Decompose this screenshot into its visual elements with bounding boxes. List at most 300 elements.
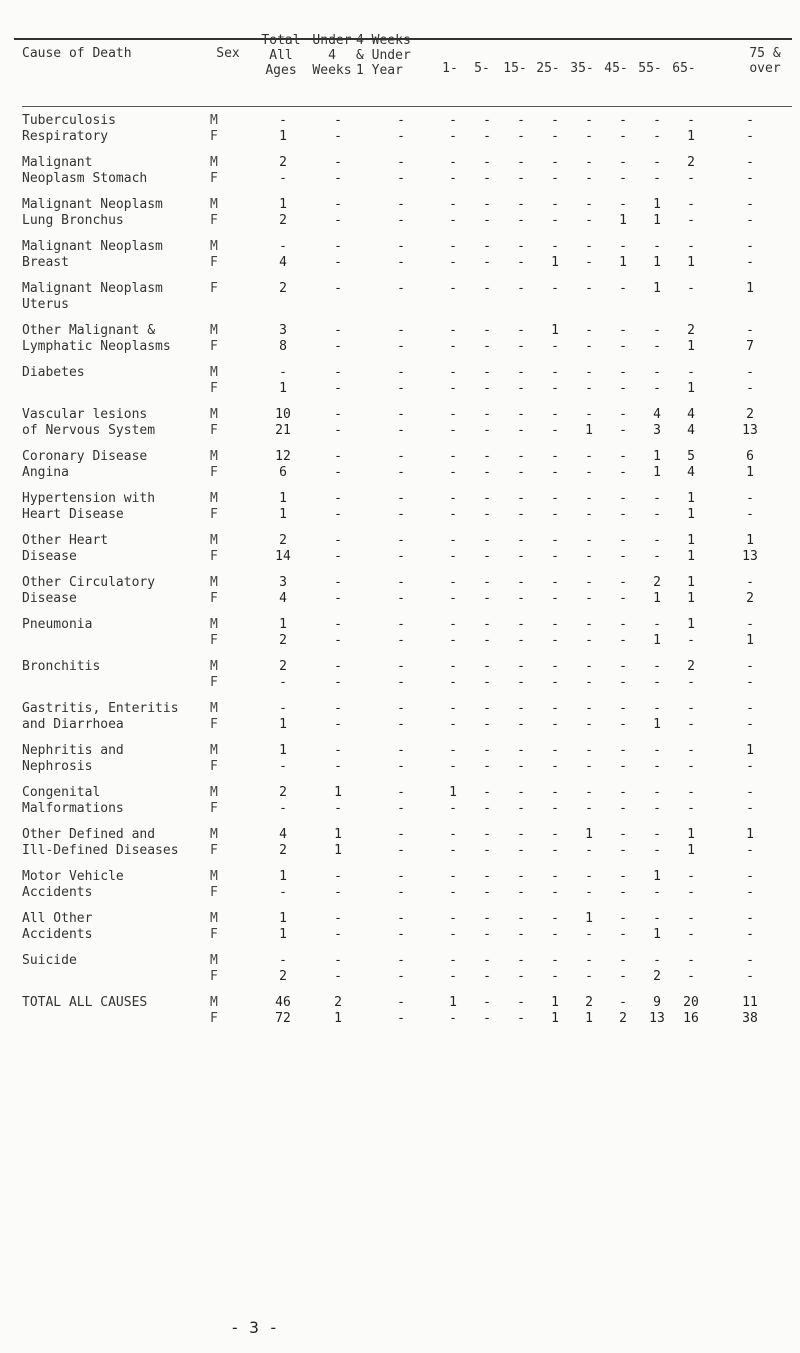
row-gap	[22, 187, 792, 197]
count-cell: -	[334, 659, 342, 674]
count-cell: 2	[279, 785, 287, 800]
cause-label	[22, 381, 210, 397]
count-cell: -	[483, 633, 491, 648]
cause-label: Gastritis, Enteritis	[22, 701, 179, 716]
count-cell: 8	[279, 339, 287, 354]
sex-cell: M	[210, 911, 218, 926]
count-cell: -	[397, 449, 405, 464]
count-cell: -	[619, 659, 627, 674]
sex-cell	[210, 297, 256, 313]
count-cell: 1	[279, 507, 287, 522]
sex-cell: M	[210, 407, 218, 422]
sex-cell: M	[210, 827, 218, 842]
sex-cell: F	[210, 717, 218, 732]
count-cell: -	[517, 129, 525, 144]
cause-label: Accidents	[22, 927, 93, 942]
count-cell: -	[397, 701, 405, 716]
count-cell: -	[585, 113, 593, 128]
count-cell: -	[517, 365, 525, 380]
count-cell: -	[449, 885, 457, 900]
count-cell: -	[585, 659, 593, 674]
count-cell: 1	[687, 491, 695, 506]
count-cell: -	[746, 953, 754, 968]
count-cell: -	[483, 843, 491, 858]
count-cell: -	[334, 113, 342, 128]
row-gap	[22, 901, 792, 911]
cause-label: Lymphatic Neoplasms	[22, 339, 171, 354]
table-row	[22, 953, 792, 969]
count-cell: -	[449, 801, 457, 816]
table-row	[22, 785, 792, 801]
count-cell: -	[517, 759, 525, 774]
count-cell: -	[746, 323, 754, 338]
count-cell: 1	[687, 617, 695, 632]
count-cell: -	[687, 365, 695, 380]
count-cell: -	[279, 239, 287, 254]
count-cell: -	[517, 969, 525, 984]
count-cell: -	[746, 911, 754, 926]
count-cell: -	[585, 255, 593, 270]
count-cell: -	[653, 617, 661, 632]
count-cell: -	[483, 911, 491, 926]
row-gap	[22, 271, 792, 281]
count-cell: -	[551, 659, 559, 674]
count-cell: 2	[746, 591, 754, 606]
count-cell: 2	[279, 213, 287, 228]
count-cell: -	[449, 617, 457, 632]
count-cell: 1	[619, 213, 627, 228]
header-age-75-over: 75 & over	[749, 46, 781, 76]
count-cell: 1	[585, 911, 593, 926]
count-cell: -	[397, 381, 405, 396]
count-cell: -	[619, 465, 627, 480]
count-cell: -	[619, 507, 627, 522]
count-cell	[256, 297, 310, 313]
count-cell: -	[619, 155, 627, 170]
count-cell: -	[585, 743, 593, 758]
count-cell: -	[517, 155, 525, 170]
count-cell: -	[653, 911, 661, 926]
count-cell: -	[334, 701, 342, 716]
count-cell: -	[334, 953, 342, 968]
count-cell: -	[449, 927, 457, 942]
count-cell: -	[449, 701, 457, 716]
count-cell: -	[397, 155, 405, 170]
count-cell: -	[653, 507, 661, 522]
count-cell: -	[517, 197, 525, 212]
cause-label: Tuberculosis	[22, 113, 116, 128]
count-cell: -	[397, 1011, 405, 1026]
count-cell: -	[551, 969, 559, 984]
count-cell: -	[483, 743, 491, 758]
cause-label: Respiratory	[22, 129, 109, 144]
count-cell: 2	[279, 843, 287, 858]
count-cell: -	[687, 171, 695, 186]
table-row	[22, 365, 792, 381]
count-cell: -	[687, 801, 695, 816]
count-cell: -	[746, 717, 754, 732]
count-cell: -	[585, 885, 593, 900]
count-cell: 1	[687, 339, 695, 354]
count-cell: -	[687, 969, 695, 984]
count-cell: -	[397, 407, 405, 422]
count-cell: -	[397, 843, 405, 858]
count-cell: -	[449, 827, 457, 842]
count-cell: -	[449, 255, 457, 270]
count-cell: -	[746, 239, 754, 254]
sex-cell: M	[210, 113, 218, 128]
sex-cell: M	[210, 533, 218, 548]
count-cell: -	[619, 953, 627, 968]
count-cell: -	[483, 129, 491, 144]
count-cell: -	[619, 969, 627, 984]
row-gap	[22, 733, 792, 743]
count-cell: -	[551, 675, 559, 690]
sex-cell: F	[210, 885, 218, 900]
count-cell: 1	[687, 843, 695, 858]
count-cell: -	[653, 113, 661, 128]
count-cell: -	[334, 969, 342, 984]
count-cell: -	[653, 129, 661, 144]
count-cell: -	[517, 491, 525, 506]
table-row	[22, 507, 792, 523]
count-cell: -	[449, 365, 457, 380]
table-row	[22, 617, 792, 633]
count-cell: -	[334, 381, 342, 396]
sex-cell: F	[210, 549, 218, 564]
table-row	[22, 659, 792, 675]
count-cell: -	[585, 869, 593, 884]
count-cell: -	[517, 827, 525, 842]
count-cell: -	[585, 171, 593, 186]
count-cell: -	[449, 155, 457, 170]
count-cell: -	[449, 507, 457, 522]
count-cell: -	[397, 197, 405, 212]
count-cell: -	[334, 213, 342, 228]
count-cell: 14	[275, 549, 291, 564]
count-cell: -	[551, 129, 559, 144]
count-cell: -	[619, 675, 627, 690]
count-cell: 21	[275, 423, 291, 438]
count-cell: -	[397, 365, 405, 380]
count-cell: -	[551, 617, 559, 632]
count-cell: -	[746, 575, 754, 590]
header-sex: Sex	[216, 46, 240, 61]
count-cell: -	[619, 533, 627, 548]
count-cell: 1	[653, 869, 661, 884]
count-cell: -	[585, 281, 593, 296]
count-cell: -	[517, 171, 525, 186]
count-cell: -	[397, 239, 405, 254]
count-cell: 13	[742, 549, 758, 564]
count-cell: -	[653, 701, 661, 716]
count-cell: 4	[687, 423, 695, 438]
count-cell: 72	[275, 1011, 291, 1026]
count-cell: -	[517, 591, 525, 606]
count-cell: -	[619, 491, 627, 506]
table-row	[22, 701, 792, 717]
count-cell: -	[449, 549, 457, 564]
count-cell: -	[279, 885, 287, 900]
count-cell: -	[483, 491, 491, 506]
count-cell: -	[746, 213, 754, 228]
count-cell: -	[449, 407, 457, 422]
count-cell: 1	[687, 507, 695, 522]
count-cell: -	[746, 197, 754, 212]
count-cell	[572, 297, 606, 313]
count-cell: -	[746, 659, 754, 674]
count-cell: 10	[275, 407, 291, 422]
table-row	[22, 675, 792, 691]
table-row	[22, 995, 792, 1011]
table-row	[22, 465, 792, 481]
count-cell: -	[517, 785, 525, 800]
count-cell: 4	[279, 827, 287, 842]
count-cell: -	[334, 675, 342, 690]
count-cell: -	[397, 759, 405, 774]
count-cell: -	[585, 533, 593, 548]
count-cell: -	[746, 869, 754, 884]
count-cell: -	[653, 953, 661, 968]
count-cell: 1	[653, 591, 661, 606]
count-cell: 5	[687, 449, 695, 464]
count-cell: 2	[279, 969, 287, 984]
count-cell: 1	[279, 381, 287, 396]
sex-cell: F	[210, 381, 218, 396]
cause-label: and Diarrhoea	[22, 717, 124, 732]
cause-label: Motor Vehicle	[22, 869, 124, 884]
cause-label	[22, 633, 210, 649]
count-cell: -	[517, 675, 525, 690]
count-cell: -	[619, 617, 627, 632]
count-cell: -	[449, 759, 457, 774]
count-cell: -	[687, 113, 695, 128]
count-cell: -	[551, 449, 559, 464]
table-row	[22, 407, 792, 423]
count-cell: -	[334, 759, 342, 774]
sex-cell: F	[210, 927, 218, 942]
count-cell: -	[551, 365, 559, 380]
count-cell: 1	[334, 1011, 342, 1026]
count-cell: -	[653, 365, 661, 380]
count-cell: -	[517, 617, 525, 632]
row-gap	[22, 775, 792, 785]
count-cell: -	[687, 717, 695, 732]
count-cell: -	[334, 927, 342, 942]
count-cell: -	[551, 491, 559, 506]
count-cell: -	[483, 423, 491, 438]
count-cell: -	[585, 785, 593, 800]
count-cell: -	[483, 507, 491, 522]
count-cell: -	[334, 633, 342, 648]
count-cell: -	[449, 717, 457, 732]
table-row	[22, 491, 792, 507]
header-age-25: 25-	[536, 61, 560, 76]
row-gap	[22, 523, 792, 533]
table-row	[22, 323, 792, 339]
table-row	[22, 759, 792, 775]
count-cell: -	[619, 197, 627, 212]
count-cell: -	[746, 885, 754, 900]
count-cell: -	[449, 423, 457, 438]
count-cell: -	[585, 365, 593, 380]
count-cell: -	[653, 491, 661, 506]
count-cell: -	[619, 633, 627, 648]
count-cell: 2	[585, 995, 593, 1010]
count-cell: -	[551, 381, 559, 396]
count-cell: -	[746, 785, 754, 800]
count-cell: -	[334, 869, 342, 884]
count-cell: -	[397, 281, 405, 296]
count-cell: -	[483, 239, 491, 254]
row-gap	[22, 229, 792, 239]
count-cell: -	[746, 507, 754, 522]
table-row	[22, 633, 792, 649]
count-cell: -	[449, 911, 457, 926]
count-cell: -	[551, 785, 559, 800]
count-cell: -	[483, 717, 491, 732]
count-cell: -	[334, 423, 342, 438]
count-cell: 1	[687, 575, 695, 590]
count-cell: -	[687, 953, 695, 968]
table-row	[22, 969, 792, 985]
count-cell: -	[619, 575, 627, 590]
count-cell: -	[619, 743, 627, 758]
count-cell: -	[279, 759, 287, 774]
sex-cell: F	[210, 465, 218, 480]
count-cell: -	[746, 171, 754, 186]
count-cell: -	[517, 507, 525, 522]
count-cell: -	[334, 717, 342, 732]
count-cell: -	[746, 365, 754, 380]
count-cell: 1	[585, 423, 593, 438]
count-cell: -	[334, 255, 342, 270]
count-cell: 1	[279, 617, 287, 632]
cause-label: Angina	[22, 465, 69, 480]
sex-cell: F	[210, 213, 218, 228]
count-cell: -	[334, 129, 342, 144]
count-cell: -	[517, 911, 525, 926]
sex-cell: F	[210, 507, 218, 522]
count-cell: -	[551, 239, 559, 254]
count-cell: -	[397, 659, 405, 674]
count-cell: -	[334, 449, 342, 464]
cause-label: Pneumonia	[22, 617, 93, 632]
count-cell: 1	[687, 549, 695, 564]
table-row	[22, 449, 792, 465]
count-cell: -	[483, 407, 491, 422]
count-cell: -	[483, 197, 491, 212]
sex-cell: F	[210, 843, 218, 858]
count-cell: -	[585, 617, 593, 632]
cause-label: Diabetes	[22, 365, 85, 380]
row-gap	[22, 397, 792, 407]
count-cell: -	[687, 633, 695, 648]
count-cell: -	[619, 323, 627, 338]
table-row	[22, 1011, 792, 1027]
sex-cell: M	[210, 617, 218, 632]
count-cell: 16	[683, 1011, 699, 1026]
cause-label: Other Circulatory	[22, 575, 156, 590]
count-cell: -	[483, 381, 491, 396]
count-cell: -	[397, 953, 405, 968]
count-cell: 11	[742, 995, 758, 1010]
count-cell: -	[449, 953, 457, 968]
count-cell: -	[483, 465, 491, 480]
count-cell: -	[619, 759, 627, 774]
count-cell: 1	[279, 197, 287, 212]
count-cell: -	[449, 633, 457, 648]
count-cell: -	[585, 197, 593, 212]
count-cell: -	[551, 575, 559, 590]
cause-label: Hypertension with	[22, 491, 156, 506]
count-cell: -	[619, 381, 627, 396]
count-cell: -	[517, 339, 525, 354]
count-cell: -	[483, 675, 491, 690]
cause-label: Malignant	[22, 155, 93, 170]
count-cell: -	[585, 239, 593, 254]
cause-label: Uterus	[22, 297, 69, 312]
count-cell: -	[619, 129, 627, 144]
count-cell: -	[517, 533, 525, 548]
count-cell: -	[619, 995, 627, 1010]
table-row	[22, 801, 792, 817]
count-cell: -	[334, 885, 342, 900]
mortality-table	[22, 113, 792, 1027]
header-rule	[22, 106, 792, 107]
count-cell: -	[585, 339, 593, 354]
count-cell: -	[334, 533, 342, 548]
row-gap	[22, 565, 792, 575]
count-cell: -	[619, 911, 627, 926]
count-cell: 2	[653, 575, 661, 590]
row-gap	[22, 439, 792, 449]
header-age-1: 1-	[442, 61, 458, 76]
cause-label	[22, 675, 210, 691]
count-cell: -	[483, 213, 491, 228]
sex-cell: M	[210, 365, 218, 380]
count-cell: -	[449, 491, 457, 506]
count-cell: 2	[279, 659, 287, 674]
count-cell: -	[334, 801, 342, 816]
count-cell: -	[551, 953, 559, 968]
count-cell: -	[334, 911, 342, 926]
count-cell: -	[619, 785, 627, 800]
count-cell: -	[746, 381, 754, 396]
count-cell: -	[653, 827, 661, 842]
count-cell: 2	[653, 969, 661, 984]
sex-cell: M	[210, 701, 218, 716]
count-cell: -	[619, 885, 627, 900]
count-cell: -	[653, 801, 661, 816]
count-cell: 4	[687, 407, 695, 422]
count-cell: -	[449, 869, 457, 884]
cause-label: Vascular lesions	[22, 407, 148, 422]
count-cell: -	[483, 533, 491, 548]
count-cell: -	[397, 717, 405, 732]
table-row	[22, 339, 792, 355]
count-cell: -	[449, 129, 457, 144]
count-cell: -	[483, 785, 491, 800]
count-cell: -	[653, 675, 661, 690]
count-cell: -	[397, 885, 405, 900]
count-cell: -	[517, 869, 525, 884]
count-cell: -	[619, 717, 627, 732]
count-cell: 3	[279, 575, 287, 590]
count-cell: -	[687, 885, 695, 900]
header-age-55: 55-	[638, 61, 662, 76]
count-cell: 2	[687, 323, 695, 338]
